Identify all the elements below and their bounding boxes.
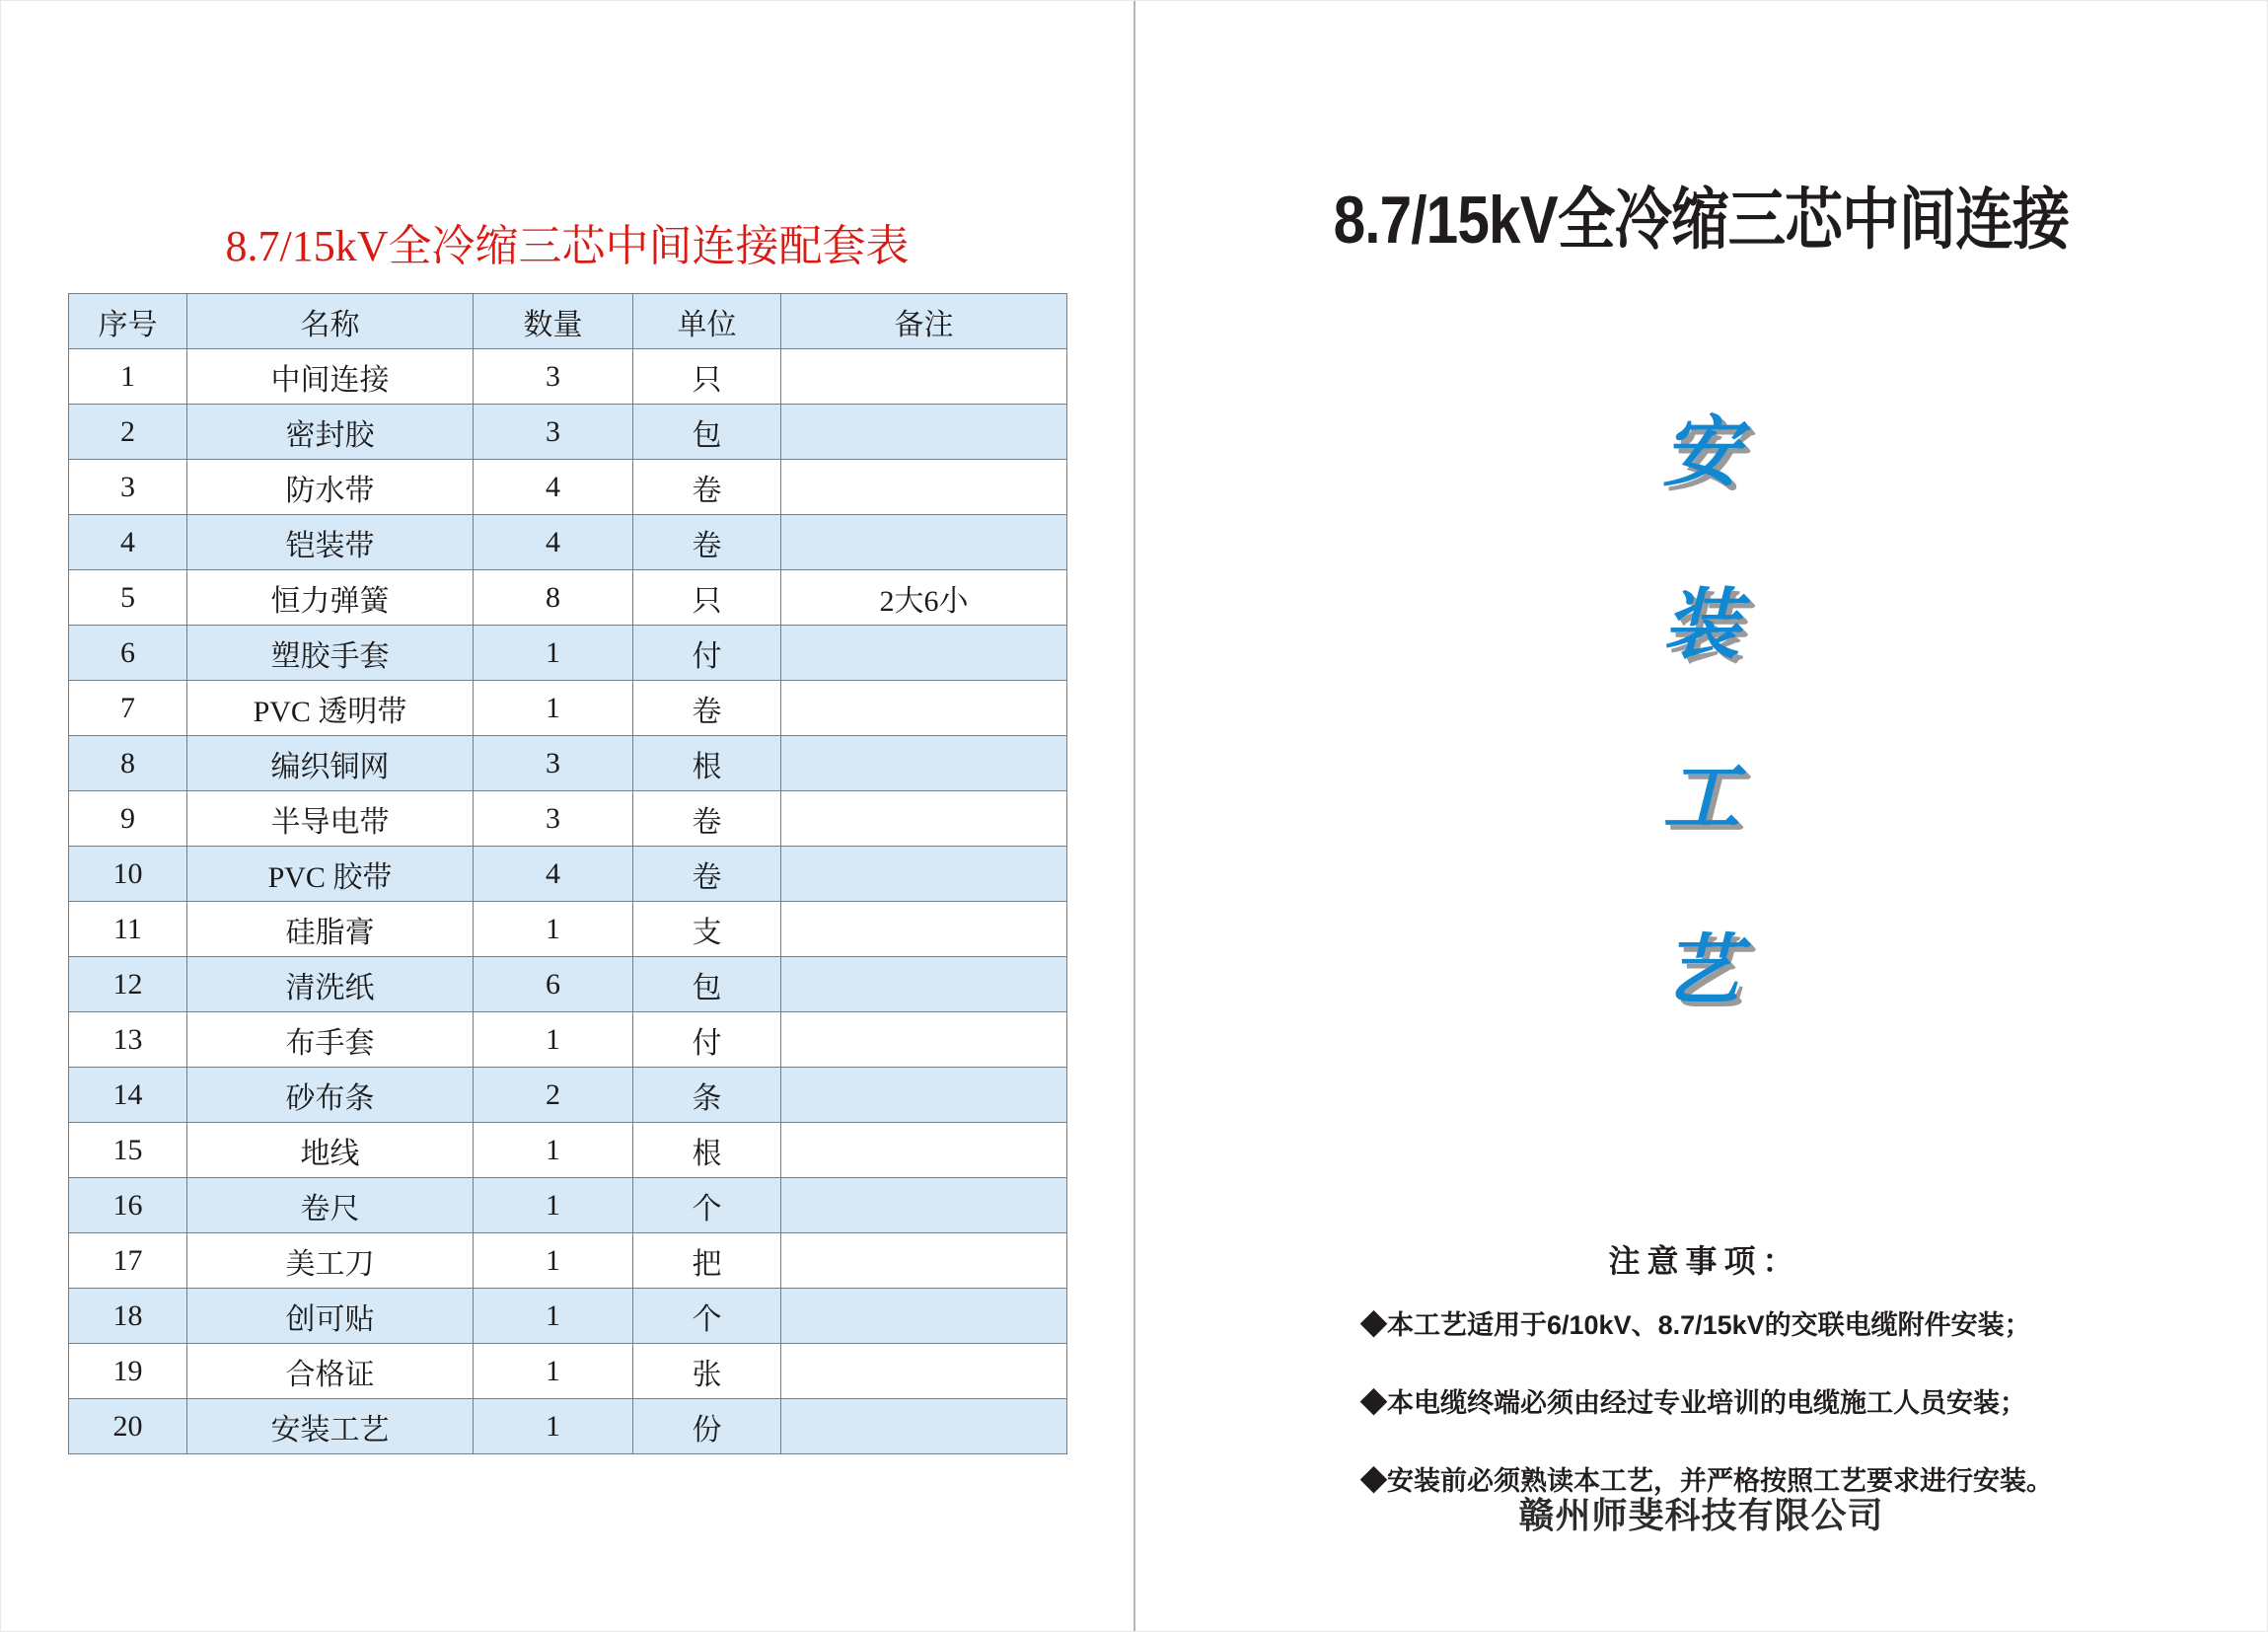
table-row: [69, 1178, 1067, 1233]
cell-name: 恒力弹簧: [187, 570, 474, 626]
cell-no: 11: [69, 902, 187, 957]
cell-remark: [781, 626, 1067, 681]
table-row: [69, 736, 1067, 791]
cell-qty: 1: [474, 1289, 633, 1344]
cell-qty: 1: [474, 1178, 633, 1233]
cell-name: 美工刀: [187, 1233, 474, 1289]
cell-remark: [781, 957, 1067, 1012]
cell-remark: [781, 736, 1067, 791]
cell-remark: [781, 515, 1067, 570]
cover-title: 8.7/15kV全冷缩三芯中间连接: [1333, 183, 2070, 258]
cell-no: 8: [69, 736, 187, 791]
cell-qty: 8: [474, 570, 633, 626]
company-name: 赣州师斐科技有限公司: [1518, 1495, 1884, 1535]
column-header-qty: 数量: [474, 294, 633, 349]
notes-heading: 注意事项：: [1608, 1243, 1801, 1279]
cell-no: 1: [69, 349, 187, 405]
cell-unit: 支: [633, 902, 781, 957]
cell-remark: [781, 1289, 1067, 1344]
table-row: [69, 460, 1067, 515]
cell-remark: [781, 1399, 1067, 1454]
left-panel-parts-list: [1, 1, 1135, 1631]
cell-unit: 包: [633, 957, 781, 1012]
cell-qty: 2: [474, 1068, 633, 1123]
cell-no: 14: [69, 1068, 187, 1123]
cell-qty: 3: [474, 736, 633, 791]
table-row: [69, 1399, 1067, 1454]
table-row: [69, 902, 1067, 957]
cell-remark: [781, 460, 1067, 515]
cell-remark: [781, 1233, 1067, 1289]
cell-no: 9: [69, 791, 187, 847]
table-row: [69, 1012, 1067, 1068]
cell-remark: [781, 1123, 1067, 1178]
cell-no: 7: [69, 681, 187, 736]
cell-remark: [781, 1344, 1067, 1399]
table-row: [69, 405, 1067, 460]
column-header-remark: 备注: [781, 294, 1067, 349]
cell-qty: 1: [474, 1012, 633, 1068]
vertical-headline: [1135, 366, 2267, 1057]
table-row: [69, 570, 1067, 626]
right-panel-cover: [1135, 1, 2267, 1631]
cell-qty: 1: [474, 1399, 633, 1454]
cell-remark: [781, 791, 1067, 847]
table-row: [69, 1233, 1067, 1289]
note-item-1: ◆本工艺适用于6/10kV、8.7/15kV的交联电缆附件安装；: [1360, 1310, 2031, 1340]
cell-name: 地线: [187, 1123, 474, 1178]
cell-name: PVC 胶带: [187, 847, 474, 902]
parts-list-body: [69, 349, 1067, 1454]
cell-name: 卷尺: [187, 1178, 474, 1233]
cell-unit: 付: [633, 626, 781, 681]
cell-unit: 只: [633, 570, 781, 626]
cell-unit: 把: [633, 1233, 781, 1289]
table-row: [69, 1289, 1067, 1344]
table-row: [69, 957, 1067, 1012]
cell-name: 密封胶: [187, 405, 474, 460]
cell-no: 3: [69, 460, 187, 515]
cell-qty: 6: [474, 957, 633, 1012]
vertical-char-4: 艺: [1662, 927, 1740, 1013]
cell-name: 合格证: [187, 1344, 474, 1399]
column-header-name: 名称: [187, 294, 474, 349]
cell-unit: 条: [633, 1068, 781, 1123]
cell-qty: 1: [474, 626, 633, 681]
cell-name: 创可贴: [187, 1289, 474, 1344]
cell-unit: 根: [633, 1123, 781, 1178]
cell-qty: 1: [474, 681, 633, 736]
table-row: [69, 847, 1067, 902]
cell-qty: 3: [474, 349, 633, 405]
page-title-parts-table: 8.7/15kV全冷缩三芯中间连接配套表: [225, 222, 910, 270]
cell-no: 12: [69, 957, 187, 1012]
table-row: [69, 626, 1067, 681]
vertical-char-1: 安: [1662, 409, 1740, 495]
cell-qty: 1: [474, 1344, 633, 1399]
cell-unit: 只: [633, 349, 781, 405]
cell-remark: [781, 1068, 1067, 1123]
cell-name: 布手套: [187, 1012, 474, 1068]
table-row: [69, 1123, 1067, 1178]
cell-remark: 2大6小: [781, 570, 1067, 626]
cell-no: 4: [69, 515, 187, 570]
table-row: [69, 791, 1067, 847]
cell-no: 18: [69, 1289, 187, 1344]
cell-unit: 张: [633, 1344, 781, 1399]
cell-name: 半导电带: [187, 791, 474, 847]
cell-unit: 卷: [633, 515, 781, 570]
cell-no: 10: [69, 847, 187, 902]
cell-remark: [781, 1178, 1067, 1233]
cell-qty: 1: [474, 1123, 633, 1178]
cell-unit: 卷: [633, 847, 781, 902]
cell-name: 中间连接: [187, 349, 474, 405]
cell-name: 安装工艺: [187, 1399, 474, 1454]
note-item-3: ◆安装前必须熟读本工艺，并严格按照工艺要求进行安装。: [1360, 1466, 2053, 1496]
cell-name: 砂布条: [187, 1068, 474, 1123]
cell-no: 6: [69, 626, 187, 681]
cell-qty: 1: [474, 1233, 633, 1289]
cell-unit: 卷: [633, 460, 781, 515]
cell-no: 20: [69, 1399, 187, 1454]
cell-no: 16: [69, 1178, 187, 1233]
cell-qty: 4: [474, 847, 633, 902]
cell-qty: 4: [474, 515, 633, 570]
vertical-char-3: 工: [1662, 755, 1740, 841]
table-header-row: [69, 294, 1067, 349]
cell-qty: 4: [474, 460, 633, 515]
cell-name: 塑胶手套: [187, 626, 474, 681]
cell-no: 15: [69, 1123, 187, 1178]
cell-unit: 付: [633, 1012, 781, 1068]
table-row: [69, 515, 1067, 570]
column-header-unit: 单位: [633, 294, 781, 349]
cell-no: 5: [69, 570, 187, 626]
cell-no: 17: [69, 1233, 187, 1289]
cell-unit: 根: [633, 736, 781, 791]
cell-remark: [781, 902, 1067, 957]
note-item-2: ◆本电缆终端必须由经过专业培训的电缆施工人员安装；: [1360, 1388, 2026, 1418]
cell-qty: 1: [474, 902, 633, 957]
vertical-char-2: 装: [1662, 582, 1740, 668]
cell-unit: 卷: [633, 681, 781, 736]
parts-list-table: [68, 293, 1067, 1454]
cell-unit: 个: [633, 1289, 781, 1344]
cell-name: 硅脂膏: [187, 902, 474, 957]
cell-unit: 卷: [633, 791, 781, 847]
cell-remark: [781, 1012, 1067, 1068]
cell-remark: [781, 681, 1067, 736]
table-row: [69, 1068, 1067, 1123]
table-row: [69, 349, 1067, 405]
cell-name: 防水带: [187, 460, 474, 515]
cell-unit: 包: [633, 405, 781, 460]
cell-unit: 份: [633, 1399, 781, 1454]
cell-qty: 3: [474, 791, 633, 847]
table-row: [69, 681, 1067, 736]
cell-remark: [781, 405, 1067, 460]
cell-name: 清洗纸: [187, 957, 474, 1012]
cell-qty: 3: [474, 405, 633, 460]
cell-remark: [781, 349, 1067, 405]
cell-no: 19: [69, 1344, 187, 1399]
cell-unit: 个: [633, 1178, 781, 1233]
cell-no: 2: [69, 405, 187, 460]
column-header-no: 序号: [69, 294, 187, 349]
cell-name: 编织铜网: [187, 736, 474, 791]
table-row: [69, 1344, 1067, 1399]
cell-no: 13: [69, 1012, 187, 1068]
cell-name: 铠装带: [187, 515, 474, 570]
cell-remark: [781, 847, 1067, 902]
cell-name: PVC 透明带: [187, 681, 474, 736]
